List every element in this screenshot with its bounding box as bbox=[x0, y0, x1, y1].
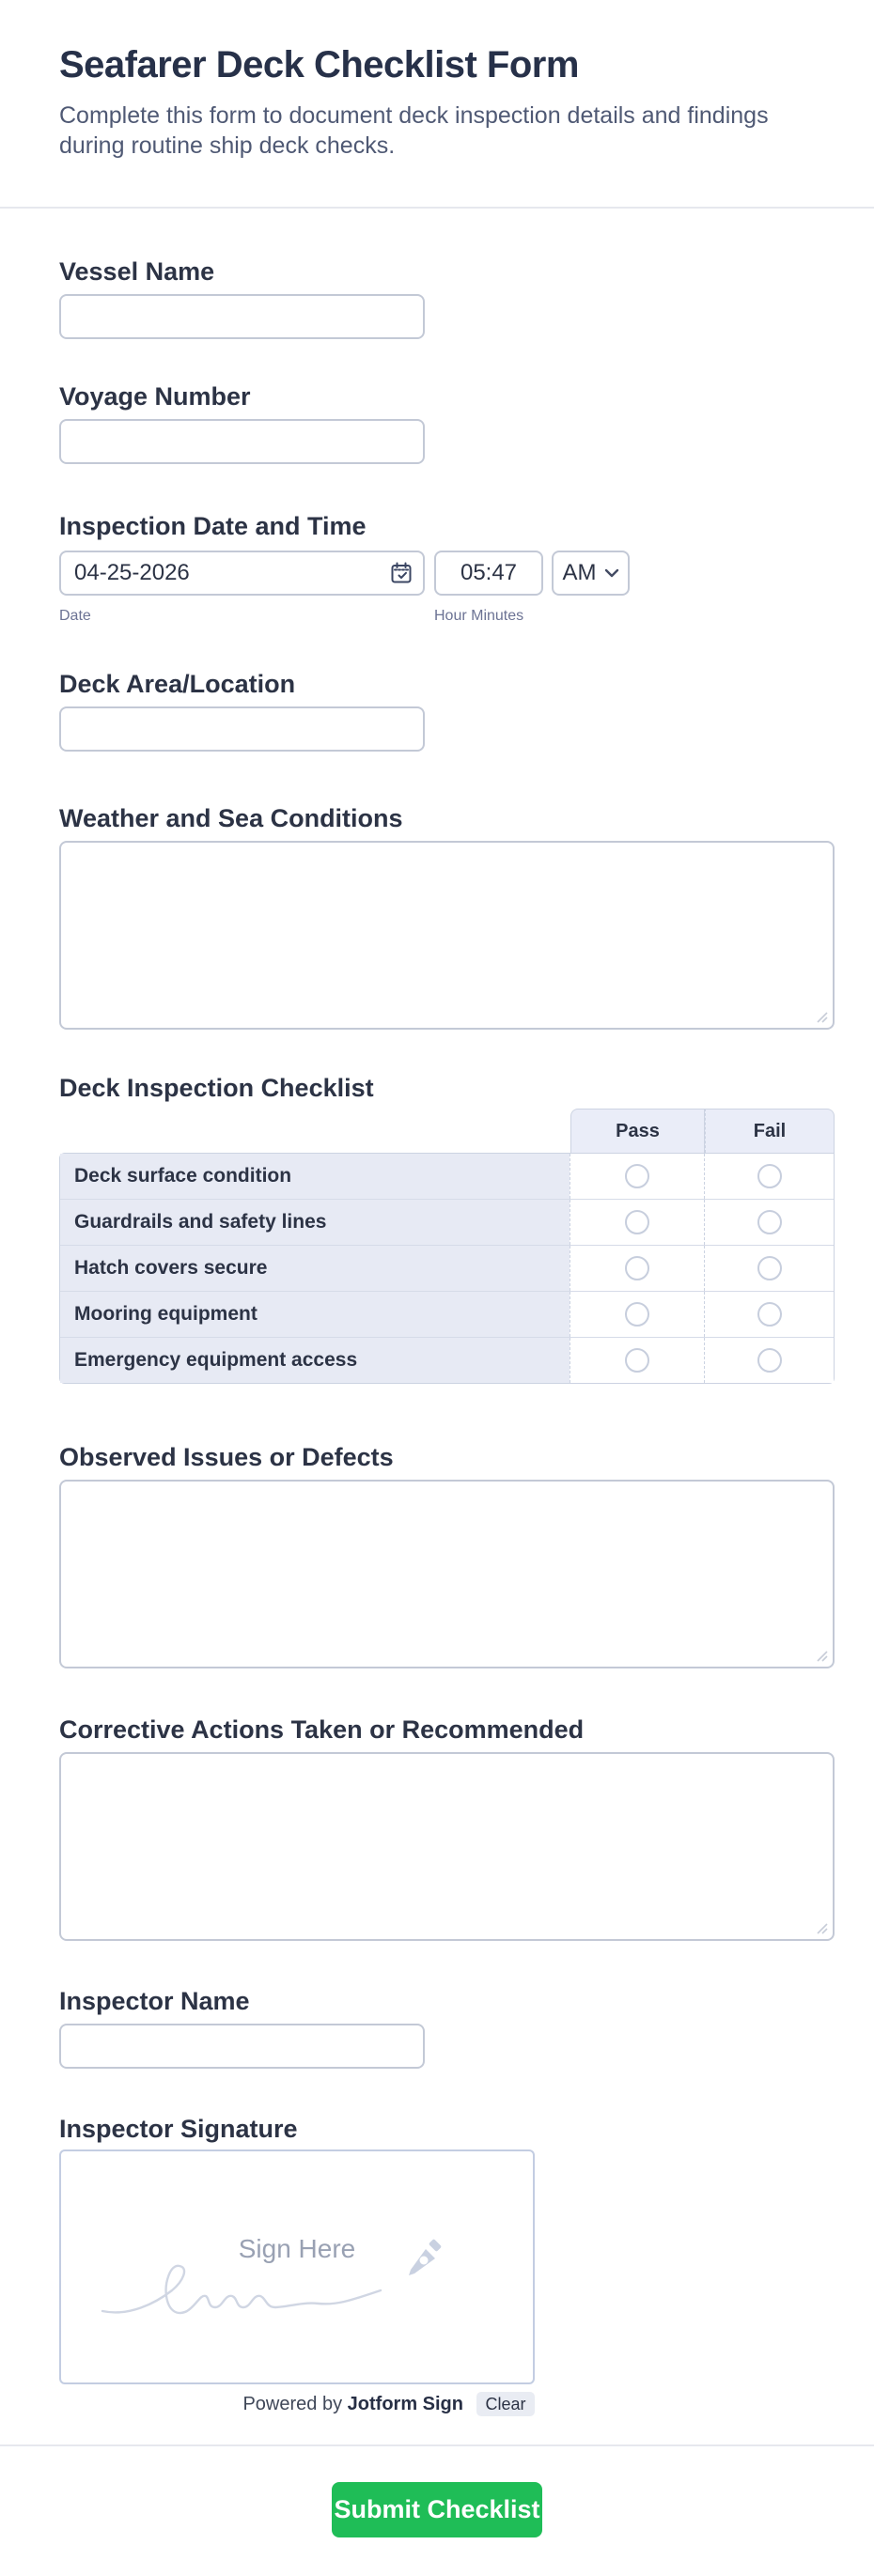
table-row bbox=[60, 1245, 834, 1291]
checklist-cell-pass bbox=[570, 1338, 704, 1383]
table-row bbox=[60, 1154, 834, 1199]
footer-divider bbox=[0, 2444, 874, 2446]
corrective-actions-label: Corrective Actions Taken or Recommended bbox=[59, 1715, 585, 1744]
observed-issues-textarea[interactable] bbox=[59, 1480, 835, 1668]
radio-row2-pass[interactable] bbox=[625, 1210, 649, 1234]
header-divider bbox=[0, 207, 874, 209]
corrective-actions-textarea[interactable] bbox=[59, 1752, 835, 1941]
inspection-datetime-label: Inspection Date and Time bbox=[59, 512, 367, 540]
checklist-row-label: Hatch covers secure bbox=[60, 1246, 570, 1291]
radio-row3-pass[interactable] bbox=[625, 1256, 649, 1280]
date-field-wrap bbox=[59, 551, 425, 596]
voyage-number-label: Voyage Number bbox=[59, 382, 251, 411]
voyage-number-input[interactable] bbox=[59, 419, 425, 464]
radio-row1-pass[interactable] bbox=[625, 1164, 649, 1188]
inspector-name-input[interactable] bbox=[59, 2024, 425, 2069]
time-input[interactable] bbox=[434, 551, 543, 596]
page-title: Seafarer Deck Checklist Form bbox=[59, 44, 579, 85]
checklist-cell-fail bbox=[704, 1200, 834, 1245]
form-header bbox=[0, 0, 874, 161]
checklist-cell-fail bbox=[704, 1154, 834, 1199]
radio-row4-fail[interactable] bbox=[757, 1302, 782, 1327]
signature-pad[interactable] bbox=[59, 2149, 535, 2384]
resize-grip-icon[interactable] bbox=[815, 1649, 828, 1662]
datetime-sublabels bbox=[59, 607, 835, 626]
checklist-cell-pass bbox=[570, 1246, 704, 1291]
corrective-textarea-wrap bbox=[59, 1752, 835, 1941]
checklist-table bbox=[59, 1109, 835, 1384]
signature-footer bbox=[59, 2392, 535, 2416]
jotform-sign-brand: Jotform Sign bbox=[347, 2393, 463, 2414]
weather-label: Weather and Sea Conditions bbox=[59, 804, 403, 832]
weather-textarea[interactable] bbox=[59, 841, 835, 1030]
radio-row3-fail[interactable] bbox=[757, 1256, 782, 1280]
weather-textarea-wrap bbox=[59, 841, 835, 1030]
checklist-row-label: Mooring equipment bbox=[60, 1292, 570, 1337]
submit-button[interactable]: Submit Checklist bbox=[332, 2482, 542, 2537]
form-body bbox=[0, 256, 874, 2416]
inspector-name-label: Inspector Name bbox=[59, 1987, 250, 2015]
radio-row5-pass[interactable] bbox=[625, 1348, 649, 1373]
radio-row4-pass[interactable] bbox=[625, 1302, 649, 1327]
pen-nib-icon bbox=[398, 2234, 446, 2283]
deck-area-label: Deck Area/Location bbox=[59, 670, 296, 698]
checklist-cell-fail bbox=[704, 1292, 834, 1337]
checklist-body bbox=[59, 1153, 835, 1384]
checklist-row-label: Emergency equipment access bbox=[60, 1338, 570, 1383]
sign-here-placeholder: Sign Here bbox=[238, 2234, 356, 2263]
inspector-signature-label: Inspector Signature bbox=[59, 2115, 298, 2143]
checklist-cell-pass bbox=[570, 1154, 704, 1199]
checklist-cell-fail bbox=[704, 1338, 834, 1383]
table-row bbox=[60, 1199, 834, 1245]
date-input[interactable] bbox=[59, 551, 425, 596]
checklist-cell-pass bbox=[570, 1200, 704, 1245]
table-row bbox=[60, 1337, 834, 1383]
observed-issues-label: Observed Issues or Defects bbox=[59, 1443, 394, 1471]
checklist-row-label: Guardrails and safety lines bbox=[60, 1200, 570, 1245]
clear-signature-button[interactable]: Clear bbox=[476, 2392, 535, 2416]
datetime-row bbox=[59, 551, 835, 596]
date-sublabel: Date bbox=[59, 608, 91, 624]
checklist-cell-pass bbox=[570, 1292, 704, 1337]
checklist-header-spacer bbox=[59, 1109, 570, 1153]
chevron-down-icon bbox=[604, 568, 619, 578]
checklist-cell-fail bbox=[704, 1246, 834, 1291]
radio-row2-fail[interactable] bbox=[757, 1210, 782, 1234]
resize-grip-icon[interactable] bbox=[815, 1921, 828, 1934]
resize-grip-icon[interactable] bbox=[815, 1010, 828, 1023]
vessel-name-input[interactable] bbox=[59, 294, 425, 339]
radio-row5-fail[interactable] bbox=[757, 1348, 782, 1373]
checklist-col-pass: Pass bbox=[570, 1109, 705, 1153]
checklist-label: Deck Inspection Checklist bbox=[59, 1074, 374, 1102]
meridiem-select[interactable] bbox=[552, 551, 630, 596]
deck-area-input[interactable] bbox=[59, 706, 425, 752]
submit-area bbox=[0, 2482, 874, 2537]
observed-textarea-wrap bbox=[59, 1480, 835, 1668]
form-subtitle: Complete this form to document deck inspection details and findings during routine ship deck checks. bbox=[59, 102, 769, 159]
powered-by-text bbox=[242, 2394, 463, 2415]
checklist-col-fail: Fail bbox=[705, 1109, 835, 1153]
radio-row1-fail[interactable] bbox=[757, 1164, 782, 1188]
vessel-name-label: Vessel Name bbox=[59, 257, 215, 286]
signature-squiggle-icon bbox=[101, 2262, 382, 2320]
meridiem-value: AM bbox=[562, 560, 597, 585]
checklist-header-row bbox=[59, 1109, 835, 1153]
table-row bbox=[60, 1291, 834, 1337]
time-sublabel: Hour Minutes bbox=[434, 608, 524, 624]
checklist-row-label: Deck surface condition bbox=[60, 1154, 570, 1199]
powered-by-prefix: Powered by bbox=[242, 2393, 343, 2414]
